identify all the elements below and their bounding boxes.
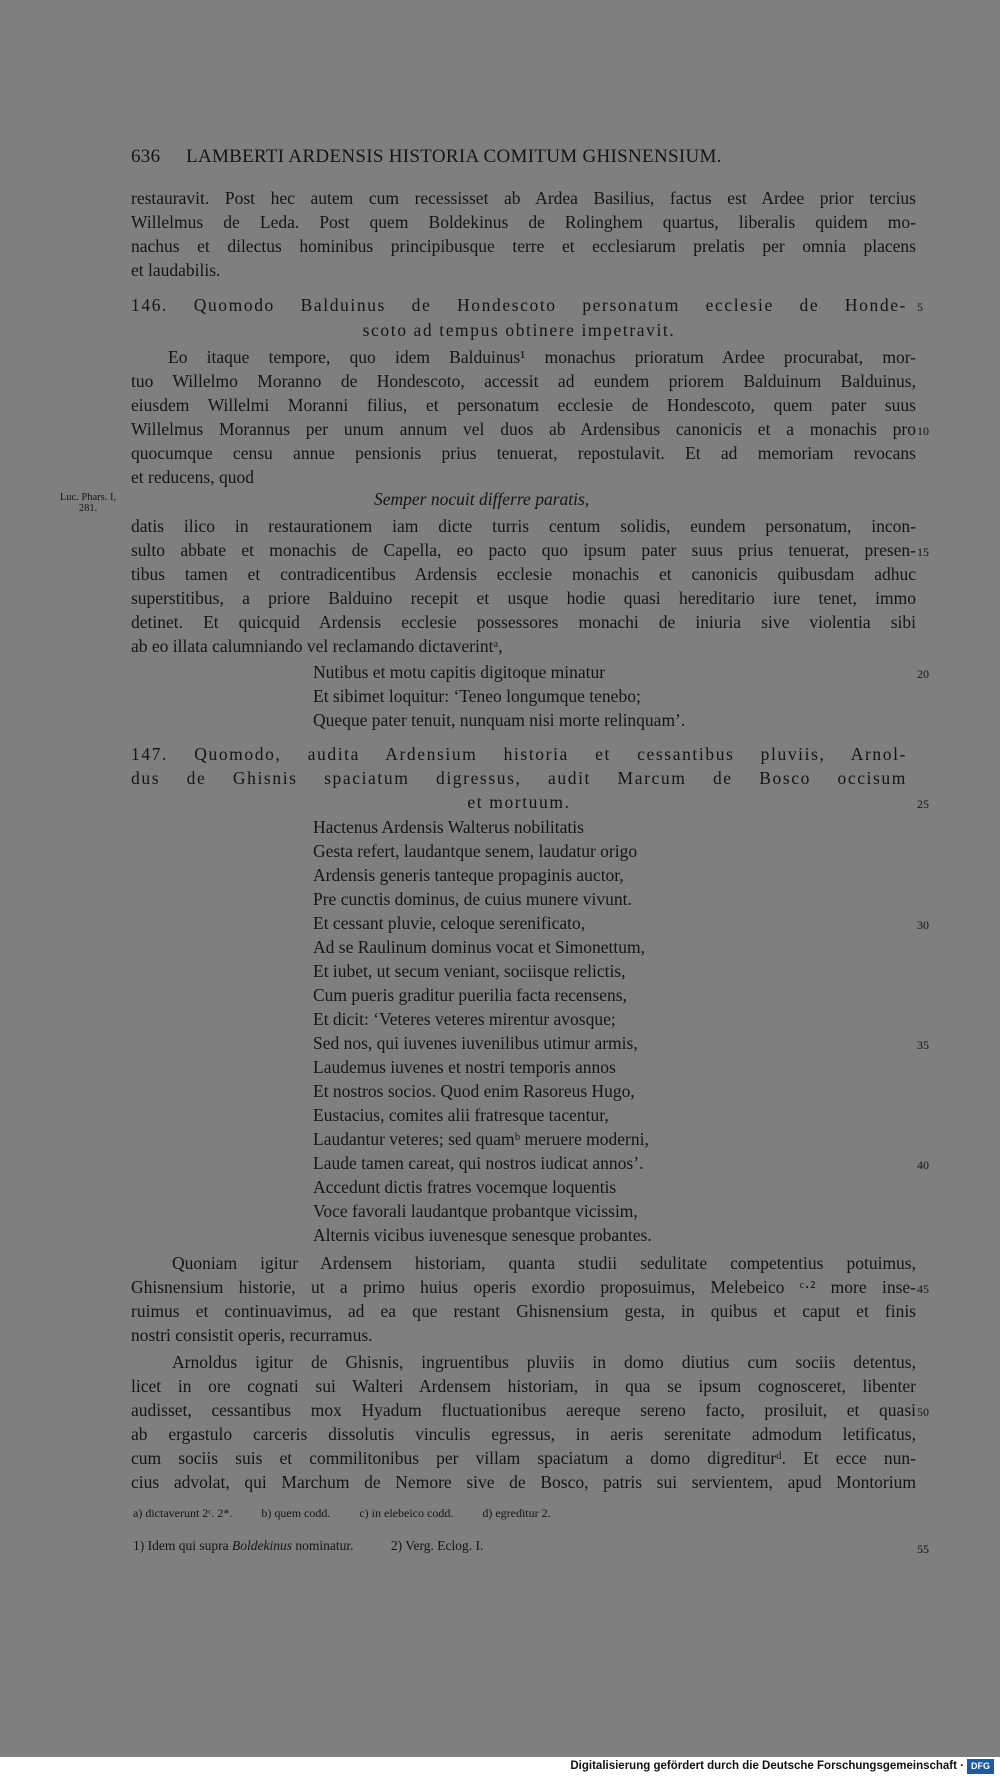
- footnote-a: a) dictaverunt 2ᶜ. 2*.: [133, 1506, 233, 1520]
- source-footnotes: [133, 1538, 509, 1554]
- chapter-146-title: 146. Quomodo Balduinus de Hondescoto personatum ecclesie de Honde-: [131, 295, 907, 315]
- text-line: tuo Willelmo Moranno de Hondescoto, accessit ad eundem priorem Balduinum Balduinus,: [131, 371, 916, 391]
- line-number: 25: [917, 797, 929, 811]
- line-number: 45: [917, 1282, 929, 1296]
- verse-line: Queque pater tenuit, nunquam nisi morte relinquam’.: [313, 710, 686, 730]
- verse-line: Et nostros socios. Quod enim Rasoreus Hugo,: [313, 1081, 635, 1101]
- verse-line: Et cessant pluvie, celoque serenificato,: [313, 913, 586, 933]
- footnote-d: d) egreditur 2.: [482, 1506, 551, 1520]
- line-number: 35: [917, 1038, 929, 1052]
- line-number: 15: [917, 545, 929, 559]
- text-line: eiusdem Willelmi Moranni filius, et personatum ecclesie de Hondescoto, quem pater suus: [131, 395, 916, 415]
- text-line: sulto abbate et monachis de Capella, eo pacto quo ipsum pater suus prius tenuerat, presen-: [131, 540, 916, 560]
- chapter-147-title-end: et mortuum.: [467, 792, 571, 812]
- verse-line: Ad se Raulinum dominus vocat et Simonettum,: [313, 937, 645, 957]
- text-line: nostri consistit operis, recurramus.: [131, 1325, 373, 1345]
- running-header: [131, 146, 791, 168]
- text-line: datis ilico in restaurationem iam dicte turris centum solidis, eundem personatum, incon-: [131, 516, 916, 536]
- dfg-logo: DFG: [967, 1759, 994, 1774]
- running-title: LAMBERTI ARDENSIS HISTORIA COMITUM GHISNENSIUM.: [186, 146, 722, 167]
- text-line: quocumque censu annue pensionis prius tenuerat, repostulavit. Et ad memoriam revocans: [131, 443, 916, 463]
- page-number: 636: [131, 146, 161, 167]
- quotation: Semper nocuit differre paratis,: [374, 489, 590, 509]
- footnote-b: b) quem codd.: [261, 1506, 331, 1520]
- text-line: Ghisnensium historie, ut a primo huius operis exordio proposuimus, Melebeico ᶜ·² more inse-: [131, 1277, 916, 1297]
- footnote-marker: ᵃ,: [493, 636, 503, 656]
- text-line: superstitibus, a priore Balduino recepit et usque hodie quasi hereditario iure tenet, immo: [131, 588, 916, 608]
- footnote-1-name: Boldekinus: [231, 1538, 292, 1553]
- text-line: Arnoldus igitur de Ghisnis, ingruentibus pluviis in domo diutius cum sociis detentus,: [172, 1352, 916, 1372]
- text-line: et laudabilis.: [131, 260, 221, 280]
- text-line: Willelmus Morannus per unum annum vel duos ab Ardensibus canonicis et a monachis pro: [131, 419, 916, 439]
- line-number: 5: [917, 300, 923, 314]
- footnote-2: 2) Verg. Eclog. I.: [390, 1538, 484, 1553]
- verse-line: Laude tamen careat, qui nostros iudicat annos’.: [313, 1153, 644, 1173]
- verse-line: Gesta refert, laudantque senem, laudatur origo: [313, 841, 638, 861]
- verse-line: Eustacius, comites alii fratresque tacentur,: [313, 1105, 609, 1125]
- verse-line: Cum pueris graditur puerilia facta recensens,: [313, 985, 627, 1005]
- text-line: detinet. Et quicquid Ardensis ecclesie possessores monachi de iniuria sive violentia sibi: [131, 612, 916, 632]
- verse-line: Et iubet, ut secum veniant, sociisque relictis,: [313, 961, 626, 981]
- verse-line: Voce favorali laudantque probantque vicissim,: [313, 1201, 638, 1221]
- textual-footnotes: [133, 1506, 577, 1521]
- chapter-147-title: 147. Quomodo, audita Ardensium historia et cessantibus pluviis, Arnol-: [131, 744, 907, 764]
- line-number: 20: [917, 667, 929, 681]
- text-line: ruimus et continuavimus, ad ea que restant Ghisnensium gesta, in quibus et caput et finis: [131, 1301, 916, 1321]
- line-number: 30: [917, 918, 929, 932]
- line-number: 55: [917, 1542, 929, 1556]
- verse-line: Hactenus Ardensis Walterus nobilitatis: [313, 817, 584, 837]
- line-number: 40: [917, 1158, 929, 1172]
- funding-credit: Digitalisierung gefördert durch die Deutsche Forschungsgemeinschaft ·: [570, 1760, 964, 1772]
- verse-line: Ardensis generis tanteque propaginis auctor,: [313, 865, 624, 885]
- line-number: 50: [917, 1405, 929, 1419]
- text-line: tibus tamen et contradicentibus Ardensis ecclesie monachis et canonicis quibusdam adhuc: [131, 564, 916, 584]
- line-number: 10: [917, 424, 929, 438]
- text-line: Quoniam igitur Ardensem historiam, quanta studii sedulitate competentius potuimus,: [172, 1253, 916, 1273]
- text-line: [131, 634, 916, 658]
- text-line: et reducens, quod: [131, 467, 254, 487]
- verse-line: Laudantur veteres; sed quamᵇ meruere moderni,: [313, 1129, 649, 1149]
- chapter-146-title-cont: scoto ad tempus obtinere impetravit.: [362, 320, 676, 340]
- verse-line: Et sibimet loquitur: ‘Teneo longumque tenebo;: [313, 686, 641, 706]
- verse-line: Pre cunctis dominus, de cuius munere vivunt.: [313, 889, 632, 909]
- verse-line: Alternis vicibus iuvenesque senesque probantes.: [313, 1225, 652, 1245]
- text-line: cum sociis suis et commilitonibus per villam spaciatum a domo digrediturᵈ. Et ecce nun-: [131, 1448, 916, 1468]
- footnote-1-text: 1) Idem qui supra: [133, 1538, 232, 1553]
- text-line: Eo itaque tempore, quo idem Balduinus¹ monachus prioratum Ardee procurabat, mor-: [168, 347, 916, 367]
- text-segment: ab eo illata calumniando vel reclamando dictaverint: [131, 636, 494, 656]
- text-line: cius advolat, qui Marchum de Nemore sive de Bosco, patris sui servientem, apud Montorium: [131, 1472, 916, 1492]
- verse-line: Laudemus iuvenes et nostri temporis annos: [313, 1057, 616, 1077]
- verse-line: Et dicit: ‘Veteres veteres mirentur avosque;: [313, 1009, 616, 1029]
- marginal-reference: Luc. Phars. I, 281.: [59, 492, 117, 514]
- text-line: licet in ore cognati sui Walteri Ardensem historiam, in qua se ipsum cognosceret, libenter: [131, 1376, 916, 1396]
- text-line: ab ergastulo carceris dissolutis vinculis egressus, in aeris serenitate admodum letificatus,: [131, 1424, 916, 1444]
- verse-line: Nutibus et motu capitis digitoque minatur: [313, 662, 606, 682]
- verse-line: Accedunt dictis fratres vocemque loquentis: [313, 1177, 617, 1197]
- text-line: audisset, cessantibus mox Hyadum fluctuationibus aereque sereno facto, prosiluit, et quasi: [131, 1400, 916, 1420]
- verse-line: Sed nos, qui iuvenes iuvenilibus utimur armis,: [313, 1033, 638, 1053]
- footnote-1: [133, 1538, 353, 1553]
- chapter-147-title-cont: dus de Ghisnis spaciatum digressus, audit Marcum de Bosco occisum: [131, 768, 907, 788]
- text-line: nachus et dilectus hominibus principibusque terre et ecclesiarum prelatis per omnia placens: [131, 236, 916, 256]
- text-line: restauravit. Post hec autem cum recessisset ab Ardea Basilius, factus est Ardee prior tercius: [131, 188, 916, 208]
- text-line: Willelmus de Leda. Post quem Boldekinus de Rolinghem quartus, liberalis quidem mo-: [131, 212, 916, 232]
- footnote-c: c) in elebeico codd.: [359, 1506, 454, 1520]
- footnote-1-rest: nominatur.: [291, 1538, 354, 1553]
